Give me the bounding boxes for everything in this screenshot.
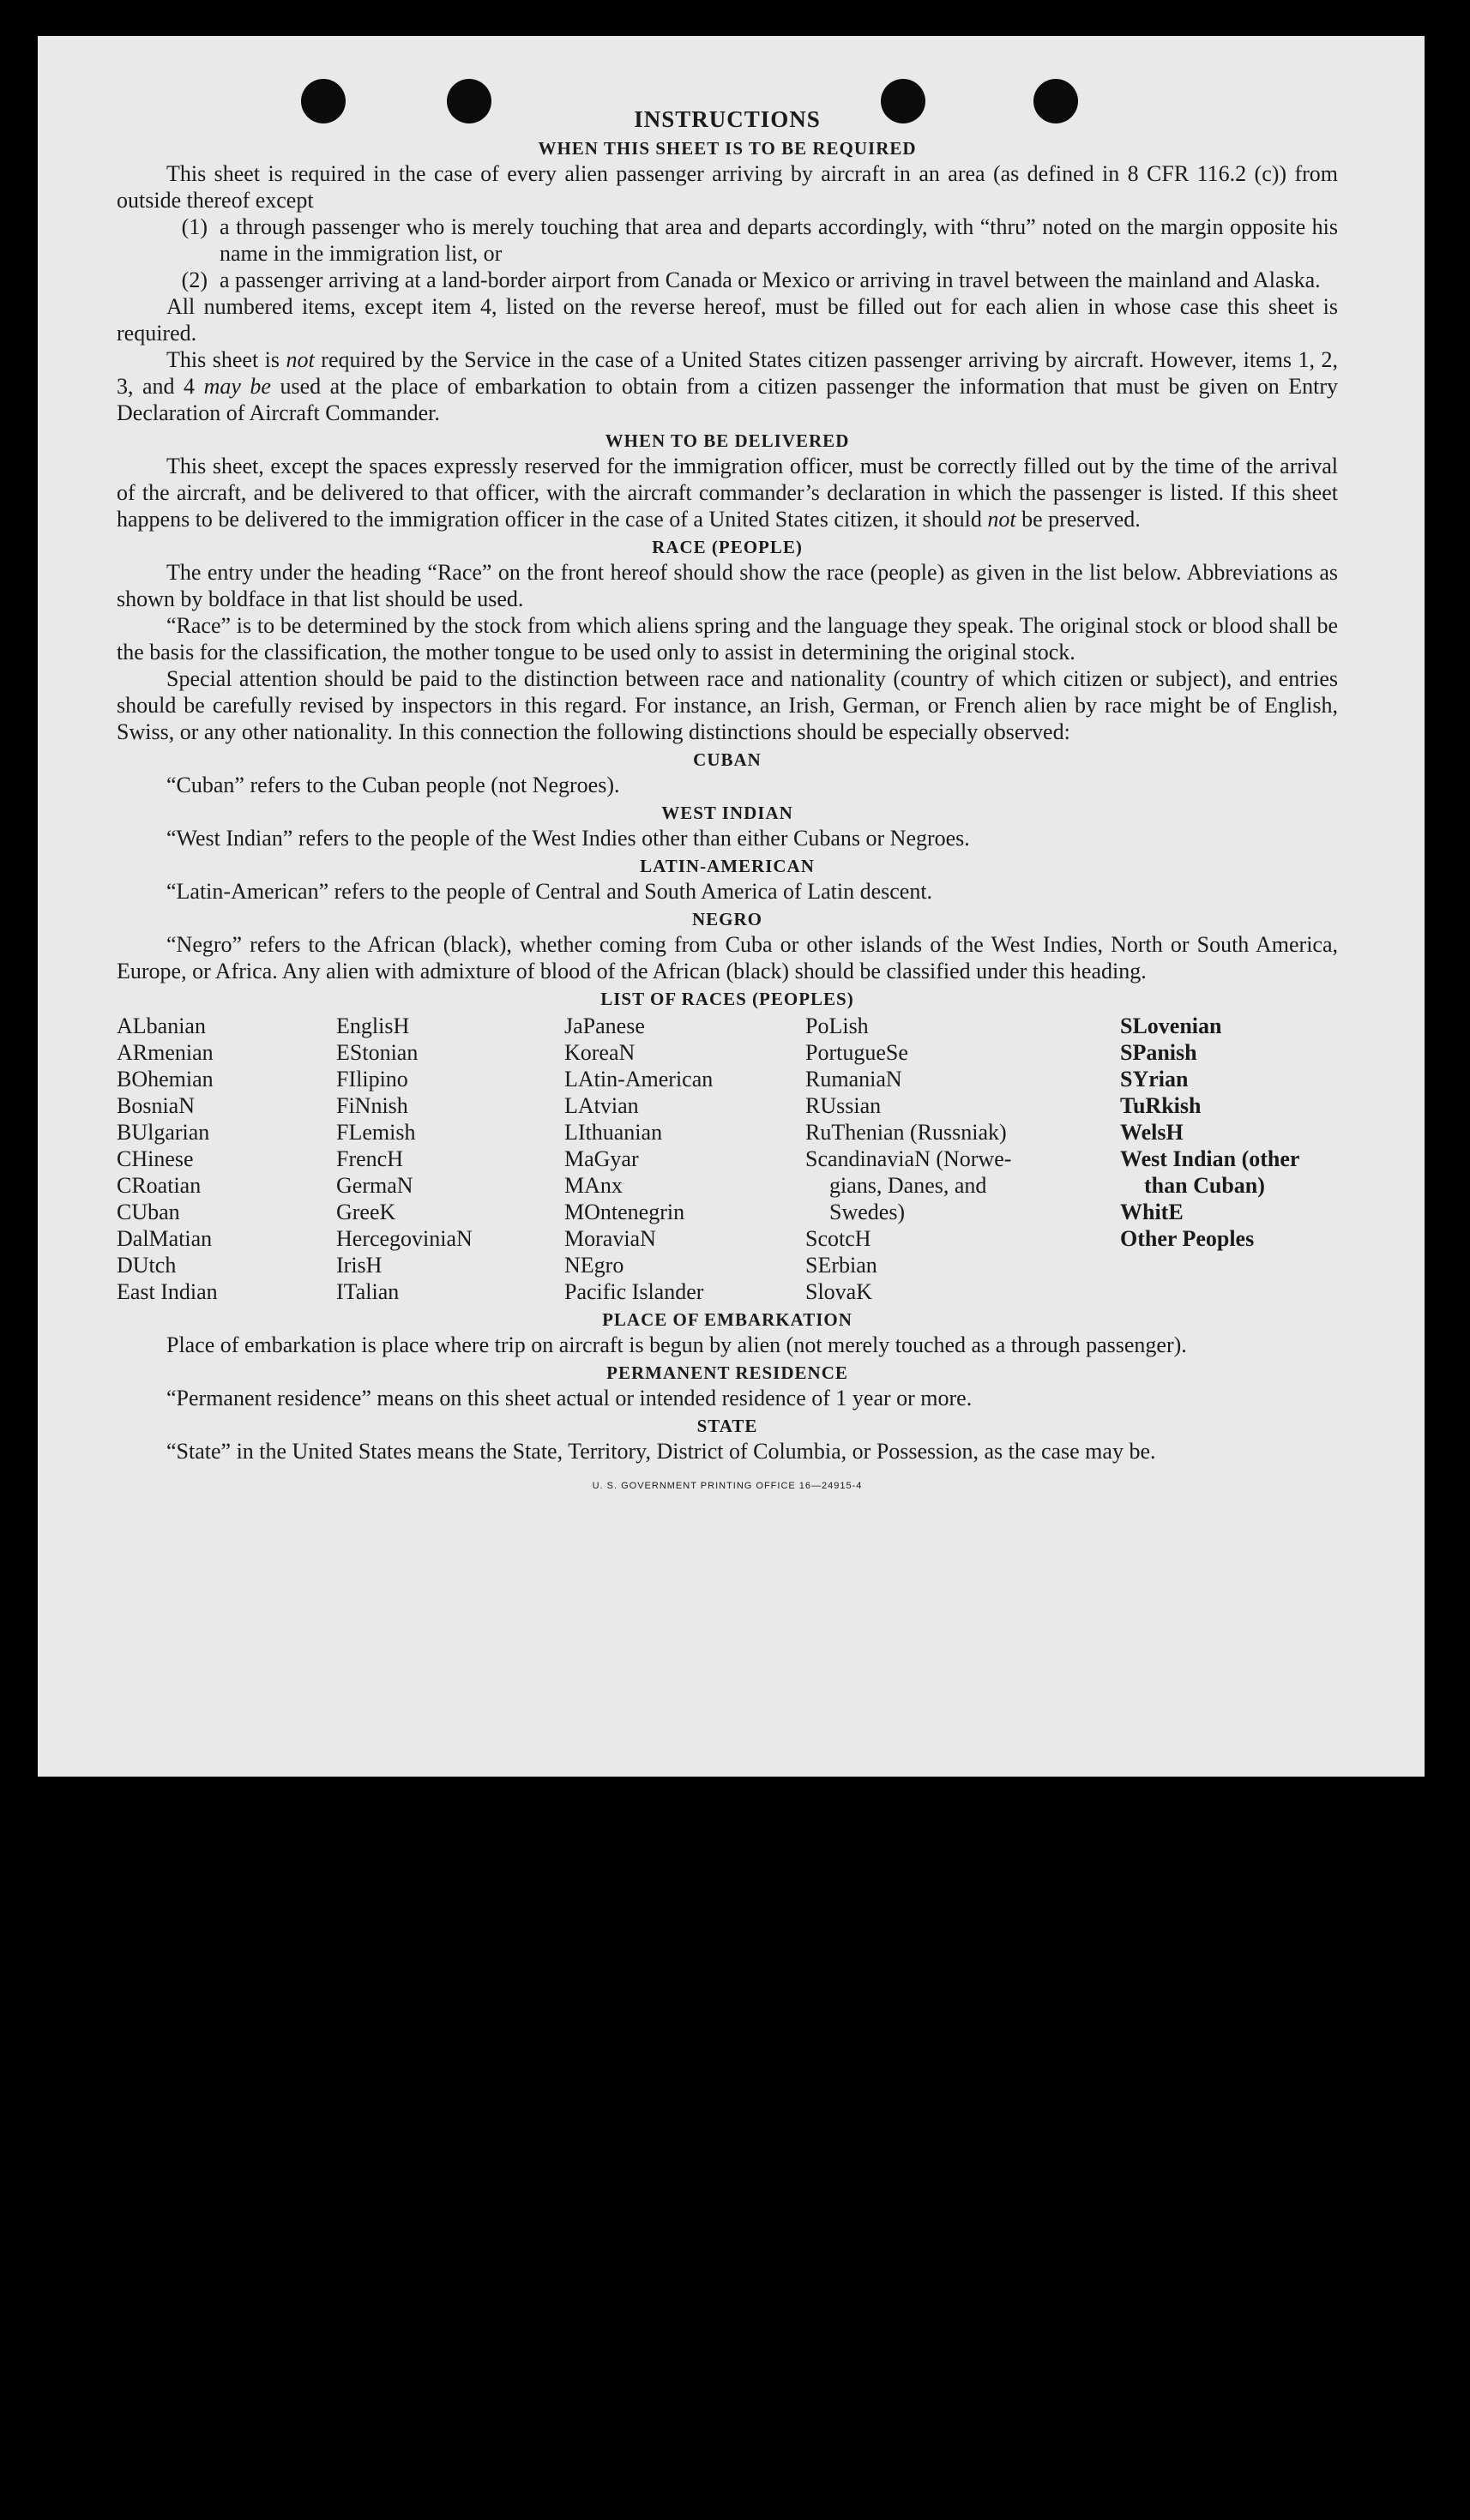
paragraph: All numbered items, except item 4, listed on the reverse hereof, must be filled out for each alien in whose case this sheet is required.	[117, 294, 1338, 346]
race-item: BosniaN	[117, 1093, 195, 1118]
race-column	[336, 1013, 564, 1305]
paragraph: “Race” is to be determined by the stock from which aliens spring and the language they speak. The original stock or blood shall be the basis for the classification, the mother tongue to be used only to assist in determining the original stock.	[117, 613, 1338, 665]
race-item: DalMatian	[117, 1226, 213, 1251]
paragraph: Special attention should be paid to the distinction between race and nationality (country of which citizen or subject), and entries should be carefully revised by inspectors in this regard. For instance, an Irish, German, or French alien by race might be of English, Swiss, or any other nationality. In this connection the following distinctions should be especially observed:	[117, 666, 1338, 744]
paragraph: “Permanent residence” means on this sheet actual or intended residence of 1 year or more.	[166, 1386, 973, 1410]
list-number: (2)	[181, 268, 208, 292]
section-heading: RACE (PEOPLE)	[652, 537, 803, 557]
race-item: CRoatian	[117, 1173, 202, 1198]
race-item: Swedes)	[829, 1200, 906, 1224]
race-item: NEgro	[564, 1253, 624, 1278]
race-item: Pacific Islander	[564, 1279, 704, 1304]
paragraph: “State” in the United States means the State, Territory, District of Columbia, or Possession, as the case may be.	[166, 1439, 1156, 1464]
paragraph: This sheet is required in the case of every alien passenger arriving by aircraft in an area (as defined in 8 CFR 116.2 (c)) from outside thereof except	[117, 161, 1338, 213]
race-item: LAtvian	[564, 1093, 639, 1118]
race-item: DUtch	[117, 1253, 177, 1278]
race-column	[1120, 1013, 1338, 1305]
section-heading: NEGRO	[691, 909, 762, 929]
race-item: LAtin-American	[564, 1067, 714, 1092]
race-item: ALbanian	[117, 1013, 206, 1038]
race-item: WelsH	[1120, 1120, 1184, 1145]
page-title: INSTRUCTIONS	[634, 106, 821, 132]
race-item: MAnx	[564, 1173, 623, 1198]
race-item: CHinese	[117, 1146, 194, 1171]
race-item: SLovenian	[1120, 1013, 1222, 1038]
race-item: RumaniaN	[805, 1067, 902, 1092]
race-item: than Cuban)	[1144, 1173, 1265, 1198]
race-item: East Indian	[117, 1279, 218, 1304]
list-text: a through passenger who is merely touching that area and departs accordingly, with “thru” noted on the margin opposite his name in the immigration list, or	[220, 214, 1338, 266]
race-item: JaPanese	[564, 1013, 645, 1038]
race-item: IrisH	[336, 1253, 383, 1278]
paragraph: “Cuban” refers to the Cuban people (not Negroes).	[166, 773, 620, 797]
list-item	[117, 267, 1338, 293]
race-item: ScotcH	[805, 1226, 871, 1251]
race-list	[117, 1013, 1338, 1305]
race-item: FiNnish	[336, 1093, 408, 1118]
race-item: PortugueSe	[805, 1040, 908, 1065]
race-item: RuThenian (Russniak)	[805, 1120, 1007, 1145]
race-item: CUban	[117, 1200, 180, 1224]
section-heading: STATE	[696, 1416, 758, 1436]
instructions-body	[117, 105, 1338, 1500]
race-item: ARmenian	[117, 1040, 214, 1065]
section-heading: WEST INDIAN	[661, 803, 793, 823]
paragraph: Place of embarkation is place where trip on aircraft is begun by alien (not merely touched as a through passenger).	[166, 1332, 1187, 1357]
race-item: MaGyar	[564, 1146, 639, 1171]
section-heading: WHEN TO BE DELIVERED	[605, 430, 850, 451]
paragraph: This sheet, except the spaces expressly reserved for the immigration officer, must be correctly filled out by the time of the arrival of the aircraft, and be delivered to that officer, with the aircraft commander’s declaration in which the passenger is listed. If this sheet happens to be delivered to the immigration officer in the case of a United States citizen, it should not be preserved.	[117, 454, 1338, 532]
race-item: HercegoviniaN	[336, 1226, 473, 1251]
list-number: (1)	[181, 214, 208, 239]
race-item: SlovaK	[805, 1279, 872, 1304]
paragraph: “West Indian” refers to the people of the West Indies other than either Cubans or Negroes.	[166, 826, 970, 851]
race-item: GermaN	[336, 1173, 413, 1198]
race-item: ITalian	[336, 1279, 400, 1304]
race-column	[117, 1013, 336, 1305]
race-item: West Indian (other	[1120, 1146, 1300, 1171]
race-item: PoLish	[805, 1013, 869, 1038]
race-item: EStonian	[336, 1040, 419, 1065]
paragraph: “Negro” refers to the African (black), whether coming from Cuba or other islands of the West Indies, North or South America, Europe, or Africa. Any alien with admixture of blood of the African (black) should be classified under this heading.	[117, 932, 1338, 983]
race-item: LIthuanian	[564, 1120, 663, 1145]
race-item: ScandinaviaN (Norwe-	[805, 1146, 1012, 1171]
paragraph: This sheet is not required by the Service in the case of a United States citizen passenger arriving by aircraft. However, items 1, 2, 3, and 4 may be used at the place of embarkation to obtain from a citizen passenger the information that must be given on Entry Declaration of Aircraft Commander.	[117, 347, 1339, 425]
section-heading: PLACE OF EMBARKATION	[602, 1309, 852, 1330]
list-text: a passenger arriving at a land-border airport from Canada or Mexico or arriving in travel between the mainland and Alaska.	[220, 268, 1321, 292]
race-item: SYrian	[1120, 1067, 1189, 1092]
race-item: RUssian	[805, 1093, 882, 1118]
race-column	[564, 1013, 805, 1305]
race-item: FLemish	[336, 1120, 416, 1145]
race-item: MoraviaN	[564, 1226, 656, 1251]
race-item: EnglisH	[336, 1013, 410, 1038]
section-heading: LATIN-AMERICAN	[640, 856, 815, 876]
section-heading: PERMANENT RESIDENCE	[606, 1362, 848, 1383]
section-heading: WHEN THIS SHEET IS TO BE REQUIRED	[538, 138, 917, 159]
race-item: BOhemian	[117, 1067, 214, 1092]
race-item: SPanish	[1120, 1040, 1197, 1065]
race-item: Other Peoples	[1120, 1226, 1255, 1251]
printer-imprint: U. S. GOVERNMENT PRINTING OFFICE 16—24915-4	[592, 1481, 863, 1491]
race-item: WhitE	[1120, 1200, 1184, 1224]
race-item: FIlipino	[336, 1067, 408, 1092]
race-item: FrencH	[336, 1146, 403, 1171]
race-item: BUlgarian	[117, 1120, 210, 1145]
race-item: SErbian	[805, 1253, 877, 1278]
race-item: gians, Danes, and	[829, 1173, 987, 1198]
paragraph: The entry under the heading “Race” on the front hereof should show the race (people) as given in the list below. Abbreviations as shown by boldface in that list should be used.	[117, 560, 1338, 611]
race-item: KoreaN	[564, 1040, 636, 1065]
race-item: MOntenegrin	[564, 1200, 685, 1224]
section-heading: LIST OF RACES (PEOPLES)	[600, 989, 854, 1009]
section-heading: CUBAN	[693, 749, 762, 770]
race-item: GreeK	[336, 1200, 396, 1224]
document-page	[38, 36, 1425, 1777]
list-item	[117, 214, 1338, 267]
race-column	[805, 1013, 1120, 1305]
paragraph: “Latin-American” refers to the people of Central and South America of Latin descent.	[166, 879, 933, 904]
race-item: TuRkish	[1120, 1093, 1202, 1118]
